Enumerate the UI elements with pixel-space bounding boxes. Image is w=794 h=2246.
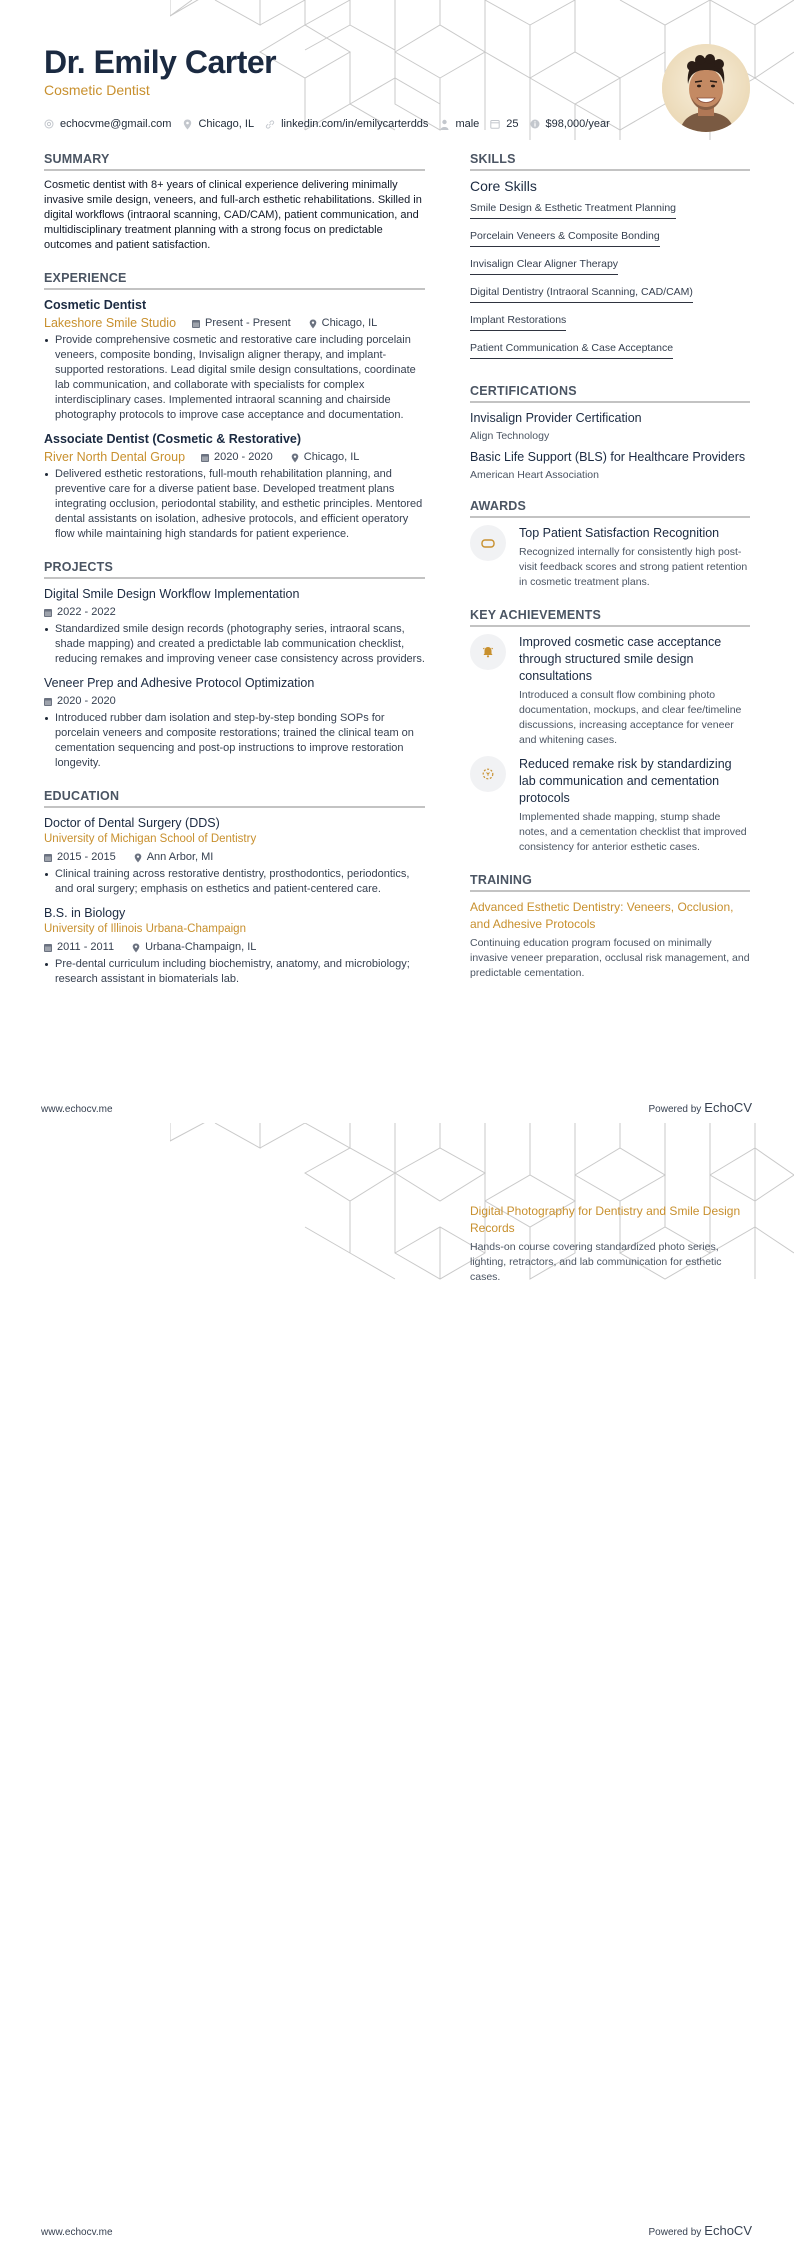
job-title: Associate Dentist (Cosmetic & Restorative) — [44, 432, 302, 446]
job-bullet: Delivered esthetic restorations, full-mouth rehabilitation planning, and preventive care for a diverse patient base. Developed treatment plans integrating occlusion, periodontal stability, and esthetic principles. Mentored dental assistants on isolation, adhesive protocols, and efficient operatory flow while maintaining high standards for patient experience. — [44, 467, 425, 542]
education-location: Ann Arbor, MI — [134, 850, 214, 865]
contact-gender — [439, 118, 479, 130]
skill-item: Implant Restorations — [470, 314, 566, 331]
training-section — [470, 873, 750, 981]
contact-linkedin[interactable] — [265, 118, 428, 130]
skill-item: Patient Communication & Case Acceptance — [470, 342, 673, 359]
page-footer — [41, 1100, 752, 1115]
profile-photo — [662, 44, 750, 132]
education-meta — [44, 940, 425, 955]
achievements-heading: KEY ACHIEVEMENTS — [470, 608, 750, 627]
education-dates: 2011 - 2011 — [44, 940, 114, 955]
achievement-title: Improved cosmetic case acceptance through structured smile design consultations — [519, 635, 722, 683]
achievement-title: Reduced remake risk by standardizing lab communication and cementation protocols — [519, 757, 732, 805]
contact-gender-text: male — [455, 118, 480, 130]
company-name: Lakeshore Smile Studio — [44, 316, 177, 330]
map-pin-icon — [134, 853, 142, 863]
portrait-image — [662, 44, 750, 132]
job-bullet: Provide comprehensive cosmetic and restorative care including porcelain veneers, composite bonding, Invisalign aligner therapy, and implant-supported restorations. Lead digital smile design consultations, coordinate lab communication, and collaborate with specialists for complex interdisciplinary cases. Implemented intraoral scanning and chairside photography protocols to improve case acceptance and documentation. — [44, 333, 425, 423]
map-pin-icon — [309, 319, 317, 329]
job-title: Cosmetic Dentist — [44, 298, 147, 312]
project-entry — [44, 586, 425, 667]
resume-header — [44, 44, 664, 130]
project-bullet: Introduced rubber dam isolation and step-by-step bonding SOPs for porcelain veneers and composite restorations; trained the clinical team on cementation sequencing and post-op instructions to improve restoration longevity. — [44, 711, 425, 771]
focus-icon — [470, 756, 506, 792]
achievement-entry — [470, 634, 750, 748]
certification-issuer: American Heart Association — [470, 469, 599, 481]
project-meta — [44, 694, 425, 709]
project-dates: 2020 - 2020 — [44, 694, 116, 709]
job-dates: 2020 - 2020 — [201, 450, 273, 465]
degree-name: Doctor of Dental Surgery (DDS) — [44, 816, 220, 830]
skills-section — [470, 152, 750, 366]
contact-linkedin-text: linkedin.com/in/emilycarterdds — [281, 118, 429, 130]
achievements-section — [470, 608, 750, 855]
certifications-section — [470, 384, 750, 481]
project-bullets — [44, 711, 425, 771]
project-dates: 2022 - 2022 — [44, 605, 116, 620]
awards-heading: AWARDS — [470, 499, 750, 518]
experience-entry — [44, 431, 425, 542]
award-title: Top Patient Satisfaction Recognition — [519, 526, 720, 540]
link-icon — [265, 119, 275, 129]
award-entry — [470, 525, 750, 590]
education-dates: 2015 - 2015 — [44, 850, 116, 865]
contact-bar — [44, 118, 664, 130]
calendar-icon — [201, 453, 209, 462]
education-location: Urbana-Champaign, IL — [132, 940, 256, 955]
job-bullets — [44, 333, 425, 423]
footer-website-link[interactable]: www.echocv.me — [41, 1104, 113, 1115]
bell-icon — [470, 634, 506, 670]
project-bullets — [44, 622, 425, 667]
training-entry — [470, 899, 750, 981]
award-description: Recognized internally for consistently high post-visit feedback scores and strong patient retention in cosmetic treatment plans. — [519, 546, 748, 588]
experience-heading: EXPERIENCE — [44, 271, 425, 290]
footer-website-link[interactable]: www.echocv.me — [41, 2227, 113, 2238]
achievement-entry — [470, 756, 750, 855]
job-meta — [44, 316, 425, 331]
training-continued — [470, 1203, 750, 1285]
certification-entry — [470, 449, 750, 481]
calendar-icon — [490, 119, 500, 129]
skills-group-title: Core Skills — [470, 178, 537, 194]
footer-brand[interactable]: EchoCV — [704, 1100, 752, 1115]
footer-powered-by: Powered by EchoCV — [648, 2223, 752, 2238]
school-name: University of Illinois Urbana-Champaign — [44, 923, 246, 935]
contact-email-text: echocvme@gmail.com — [60, 118, 172, 130]
job-location: Chicago, IL — [309, 316, 378, 331]
calendar-icon — [44, 853, 52, 862]
certification-entry — [470, 410, 750, 442]
education-meta — [44, 850, 425, 865]
education-bullets — [44, 957, 425, 987]
contact-age-text: 25 — [506, 118, 519, 130]
job-bullets — [44, 467, 425, 542]
training-description: Continuing education program focused on minimally invasive veneer preparation, occlusal risk management, and predictable cementation. — [470, 937, 750, 979]
project-name: Digital Smile Design Workflow Implementation — [44, 587, 300, 601]
contact-age — [490, 118, 518, 130]
job-meta — [44, 450, 425, 465]
awards-section — [470, 499, 750, 590]
education-entry — [44, 815, 425, 897]
education-bullet: Clinical training across restorative dentistry, prosthodontics, periodontics, and oral surgery; emphasis on esthetics and patient-centered care. — [44, 867, 425, 897]
projects-section — [44, 560, 425, 771]
contact-salary-text: $98,000/year — [545, 118, 610, 130]
footer-powered-by: Powered by EchoCV — [648, 1100, 752, 1115]
training-entry — [470, 1203, 750, 1285]
skill-item: Invisalign Clear Aligner Therapy — [470, 258, 618, 275]
calendar-icon — [44, 697, 52, 706]
company-name: River North Dental Group — [44, 450, 186, 464]
project-name: Veneer Prep and Adhesive Protocol Optimization — [44, 676, 315, 690]
at-icon — [44, 119, 54, 129]
contact-location — [182, 118, 254, 130]
skills-heading: SKILLS — [470, 152, 750, 171]
education-heading: EDUCATION — [44, 789, 425, 808]
education-bullet: Pre-dental curriculum including biochemistry, anatomy, and microbiology; research assistant in biomaterials lab. — [44, 957, 425, 987]
candidate-role: Cosmetic Dentist — [44, 82, 150, 98]
skill-item: Smile Design & Esthetic Treatment Planning — [470, 202, 676, 219]
calendar-icon — [44, 943, 52, 952]
degree-name: B.S. in Biology — [44, 906, 126, 920]
achievement-description: Implemented shade mapping, stump shade notes, and a cementation checklist that improved consistency for anterior esthetic cases. — [519, 811, 747, 853]
training-description: Hands-on course covering standardized photo series, lighting, retractors, and lab communication for esthetic cases. — [470, 1241, 722, 1283]
resume-page-2 — [0, 1123, 794, 2246]
right-column — [470, 152, 750, 999]
calendar-icon — [44, 608, 52, 617]
project-meta — [44, 605, 425, 620]
badge-icon — [470, 525, 506, 561]
education-bullets — [44, 867, 425, 897]
page-footer — [41, 2223, 752, 2238]
footer-brand[interactable]: EchoCV — [704, 2223, 752, 2238]
summary-section — [44, 152, 425, 253]
calendar-icon — [192, 319, 200, 328]
certification-issuer: Align Technology — [470, 430, 550, 442]
map-pin-icon — [291, 453, 299, 463]
experience-entry — [44, 297, 425, 423]
contact-location-text: Chicago, IL — [198, 118, 255, 130]
map-pin-icon — [182, 119, 192, 129]
candidate-name: Dr. Emily Carter — [44, 44, 277, 80]
education-entry — [44, 905, 425, 987]
projects-heading: PROJECTS — [44, 560, 425, 579]
education-section — [44, 789, 425, 987]
school-name: University of Michigan School of Dentistry — [44, 833, 257, 845]
summary-heading: SUMMARY — [44, 152, 425, 171]
contact-salary — [530, 118, 610, 130]
certifications-heading: CERTIFICATIONS — [470, 384, 750, 403]
info-icon — [530, 119, 540, 129]
summary-text: Cosmetic dentist with 8+ years of clinical experience delivering minimally invasive smile design, veneers, and full-arch esthetic rehabilitations. Skilled in digital workflows (intraoral scanning, CAD/CAM), patient communication, and multidisciplinary treatment planning with a strong focus on predictable outcomes and patient satisfaction. — [44, 179, 422, 251]
training-heading: TRAINING — [470, 873, 750, 892]
project-bullet: Standardized smile design records (photography series, intraoral scans, shade mapping) and created a predictable lab communication checklist, reducing remakes and improving veneer case consistency across providers. — [44, 622, 425, 667]
job-location: Chicago, IL — [291, 450, 360, 465]
contact-email[interactable] — [44, 118, 171, 130]
job-dates: Present - Present — [192, 316, 291, 331]
skill-item: Digital Dentistry (Intraoral Scanning, CAD/CAM) — [470, 286, 693, 303]
map-pin-icon — [132, 943, 140, 953]
certification-name: Basic Life Support (BLS) for Healthcare Providers — [470, 450, 746, 464]
certification-name: Invisalign Provider Certification — [470, 411, 642, 425]
training-title: Digital Photography for Dentistry and Smile Design Records — [470, 1204, 741, 1235]
person-icon — [439, 119, 449, 129]
left-column — [44, 152, 425, 1005]
achievement-description: Introduced a consult flow combining photo documentation, mockups, and clear fee/timeline discussions, increasing acceptance for veneer and whitening cases. — [519, 689, 742, 746]
training-title: Advanced Esthetic Dentistry: Veneers, Occlusion, and Adhesive Protocols — [470, 900, 734, 931]
experience-section — [44, 271, 425, 542]
skill-item: Porcelain Veneers & Composite Bonding — [470, 230, 660, 247]
project-entry — [44, 675, 425, 771]
